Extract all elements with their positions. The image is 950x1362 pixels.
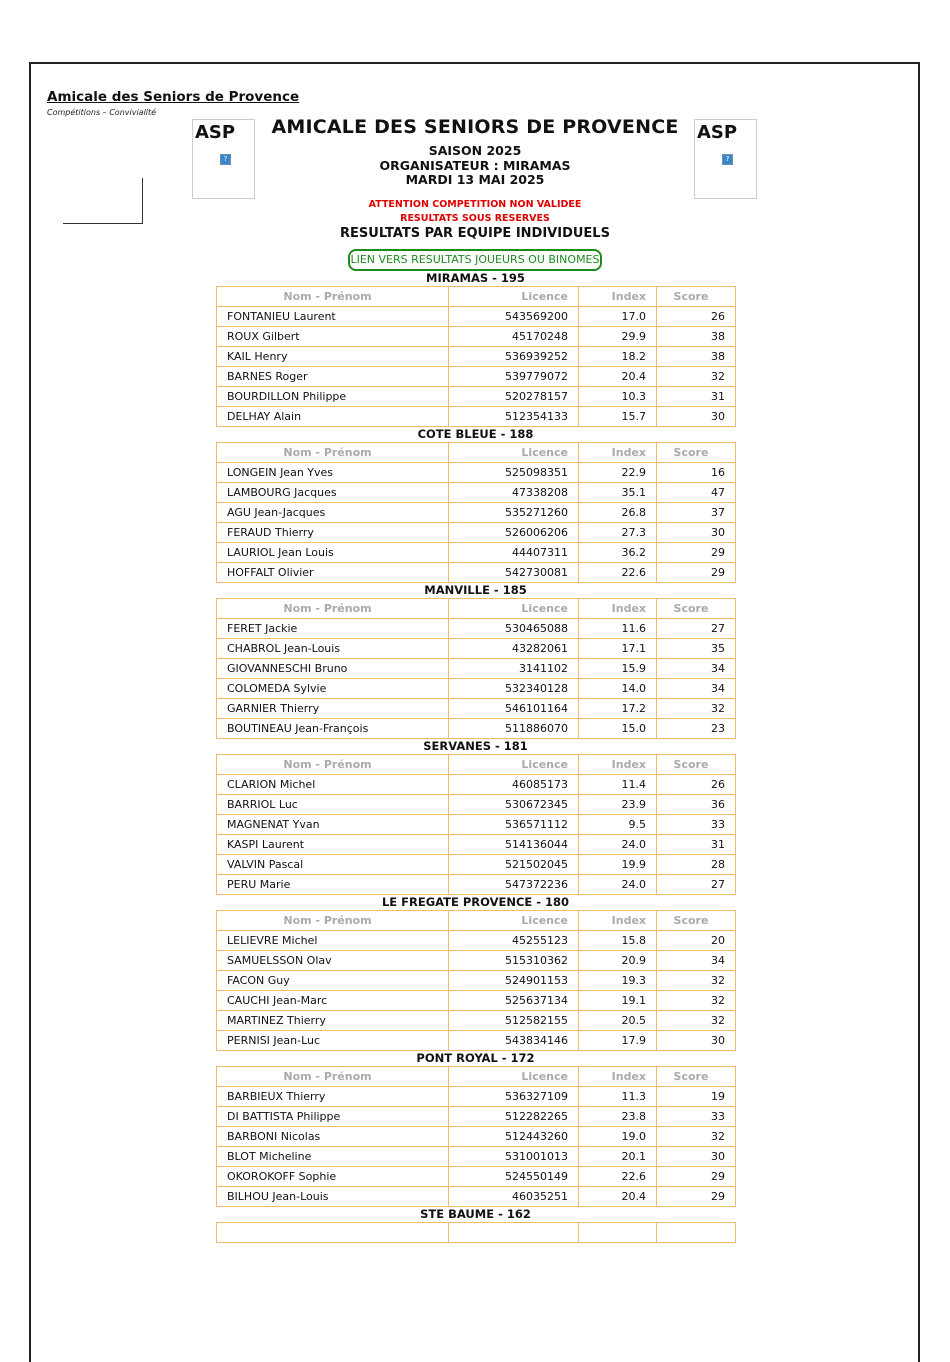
table-header-row	[217, 755, 736, 775]
site-subtitle: Compétitions – Convivialité	[47, 108, 157, 117]
player-index: 15.8	[579, 931, 657, 951]
player-licence: 539779072	[449, 367, 579, 387]
table-header-row	[217, 443, 736, 463]
player-score: 28	[657, 855, 736, 875]
team-table	[216, 1222, 736, 1243]
column-header-index: Index	[579, 599, 657, 619]
team-name: LE FREGATE PROVENCE - 180	[381, 895, 570, 909]
date-label: MARDI 13 MAI 2025	[405, 172, 545, 187]
table-row	[217, 1087, 736, 1107]
player-name: MARTINEZ Thierry	[217, 1011, 449, 1031]
player-index: 22.6	[579, 563, 657, 583]
player-licence: 543569200	[449, 307, 579, 327]
player-index: 24.0	[579, 875, 657, 895]
player-name: BARRIOL Luc	[217, 795, 449, 815]
player-name: KASPI Laurent	[217, 835, 449, 855]
player-score: 31	[657, 835, 736, 855]
player-score: 32	[657, 1011, 736, 1031]
empty-header-cell	[449, 1223, 579, 1243]
player-score: 29	[657, 563, 736, 583]
warning-reserved: RESULTATS SOUS RESERVES	[400, 213, 550, 224]
team-table	[216, 286, 736, 427]
player-score: 23	[657, 719, 736, 739]
team-name: COTE BLEUE - 188	[417, 427, 534, 441]
divider-line	[63, 223, 143, 224]
player-name: GARNIER Thierry	[217, 699, 449, 719]
player-name: LAURIOL Jean Louis	[217, 543, 449, 563]
empty-header-cell	[217, 1223, 449, 1243]
table-row	[217, 719, 736, 739]
team-table	[216, 754, 736, 895]
table-row	[217, 347, 736, 367]
player-name: BOUTINEAU Jean-François	[217, 719, 449, 739]
player-name: LELIEVRE Michel	[217, 931, 449, 951]
column-header-name: Nom - Prénom	[217, 911, 449, 931]
player-score: 26	[657, 775, 736, 795]
page-title: AMICALE DES SENIORS DE PROVENCE	[271, 116, 679, 138]
site-title-link[interactable]: Amicale des Seniors de Provence	[47, 89, 300, 105]
player-name: FONTANIEU Laurent	[217, 307, 449, 327]
event-info	[258, 144, 692, 188]
player-licence: 511886070	[449, 719, 579, 739]
player-score: 38	[657, 347, 736, 367]
team-name: MANVILLE - 185	[424, 583, 527, 597]
player-score: 27	[657, 875, 736, 895]
table-row	[217, 483, 736, 503]
player-index: 36.2	[579, 543, 657, 563]
player-index: 20.9	[579, 951, 657, 971]
player-score: 27	[657, 619, 736, 639]
player-licence: 526006206	[449, 523, 579, 543]
player-name: GIOVANNESCHI Bruno	[217, 659, 449, 679]
column-header-name: Nom - Prénom	[217, 755, 449, 775]
player-name: FACON Guy	[217, 971, 449, 991]
player-score: 29	[657, 543, 736, 563]
player-index: 15.7	[579, 407, 657, 427]
column-header-licence: Licence	[449, 911, 579, 931]
player-index: 17.2	[579, 699, 657, 719]
player-name: ROUX Gilbert	[217, 327, 449, 347]
organizer-label: ORGANISATEUR : MIRAMAS	[379, 157, 571, 173]
table-row	[217, 639, 736, 659]
player-licence: 531001013	[449, 1147, 579, 1167]
table-row	[217, 503, 736, 523]
player-score: 32	[657, 699, 736, 719]
player-name: BILHOU Jean-Louis	[217, 1187, 449, 1207]
column-header-index: Index	[579, 287, 657, 307]
team-block	[216, 427, 735, 583]
player-index: 17.0	[579, 307, 657, 327]
table-row	[217, 463, 736, 483]
player-licence: 524550149	[449, 1167, 579, 1187]
table-row	[217, 327, 736, 347]
column-header-index: Index	[579, 1067, 657, 1087]
player-name: BARNES Roger	[217, 367, 449, 387]
table-row	[217, 543, 736, 563]
table-row	[217, 1187, 736, 1207]
player-score: 30	[657, 523, 736, 543]
table-header-row	[217, 599, 736, 619]
player-name: BLOT Micheline	[217, 1147, 449, 1167]
player-index: 9.5	[579, 815, 657, 835]
column-header-score: Score	[657, 755, 736, 775]
column-header-index: Index	[579, 443, 657, 463]
broken-image-icon: ?	[220, 154, 231, 165]
table-row	[217, 407, 736, 427]
player-index: 24.0	[579, 835, 657, 855]
player-score: 38	[657, 327, 736, 347]
team-name: SERVANES - 181	[423, 739, 528, 753]
table-row	[217, 951, 736, 971]
player-score: 32	[657, 971, 736, 991]
table-row	[217, 387, 736, 407]
player-licence: 536939252	[449, 347, 579, 367]
player-score: 36	[657, 795, 736, 815]
empty-header-cell	[579, 1223, 657, 1243]
player-score: 32	[657, 1127, 736, 1147]
player-name: OKOROKOFF Sophie	[217, 1167, 449, 1187]
table-row	[217, 1127, 736, 1147]
player-name: PERNISI Jean-Luc	[217, 1031, 449, 1051]
column-header-score: Score	[657, 599, 736, 619]
broken-image-icon: ?	[722, 154, 733, 165]
table-row	[217, 971, 736, 991]
table-row	[217, 855, 736, 875]
player-licence: 43282061	[449, 639, 579, 659]
player-score: 26	[657, 307, 736, 327]
player-licence: 521502045	[449, 855, 579, 875]
player-name: VALVIN Pascal	[217, 855, 449, 875]
asp-logo-right	[694, 119, 757, 199]
divider-line	[142, 178, 143, 224]
player-licence: 543834146	[449, 1031, 579, 1051]
player-licence: 512443260	[449, 1127, 579, 1147]
player-licence: 530465088	[449, 619, 579, 639]
player-licence: 546101164	[449, 699, 579, 719]
player-index: 35.1	[579, 483, 657, 503]
player-licence: 45170248	[449, 327, 579, 347]
team-name: PONT ROYAL - 172	[416, 1051, 535, 1065]
table-row	[217, 835, 736, 855]
player-index: 26.8	[579, 503, 657, 523]
player-score: 34	[657, 679, 736, 699]
player-index: 19.3	[579, 971, 657, 991]
player-licence: 524901153	[449, 971, 579, 991]
player-name: DELHAY Alain	[217, 407, 449, 427]
player-licence: 525637134	[449, 991, 579, 1011]
team-table	[216, 598, 736, 739]
player-licence: 530672345	[449, 795, 579, 815]
player-index: 10.3	[579, 387, 657, 407]
logo-text: ASP	[195, 122, 236, 143]
player-name: SAMUELSSON Olav	[217, 951, 449, 971]
player-index: 20.4	[579, 1187, 657, 1207]
player-index: 15.9	[579, 659, 657, 679]
table-row	[217, 619, 736, 639]
team-table	[216, 1066, 736, 1207]
column-header-licence: Licence	[449, 287, 579, 307]
column-header-licence: Licence	[449, 599, 579, 619]
column-header-name: Nom - Prénom	[217, 1067, 449, 1087]
player-score: 30	[657, 407, 736, 427]
player-results-link-button[interactable]: LIEN VERS RESULTATS JOUEURS OU BINOMES	[348, 249, 602, 271]
player-index: 17.1	[579, 639, 657, 659]
team-table	[216, 910, 736, 1051]
player-index: 20.1	[579, 1147, 657, 1167]
player-licence: 44407311	[449, 543, 579, 563]
table-row	[217, 699, 736, 719]
team-block	[216, 583, 735, 739]
player-licence: 46035251	[449, 1187, 579, 1207]
player-score: 19	[657, 1087, 736, 1107]
player-licence: 515310362	[449, 951, 579, 971]
player-licence: 525098351	[449, 463, 579, 483]
player-score: 20	[657, 931, 736, 951]
player-score: 30	[657, 1031, 736, 1051]
player-index: 15.0	[579, 719, 657, 739]
column-header-score: Score	[657, 287, 736, 307]
player-licence: 520278157	[449, 387, 579, 407]
player-index: 19.0	[579, 1127, 657, 1147]
player-licence: 3141102	[449, 659, 579, 679]
player-licence: 514136044	[449, 835, 579, 855]
player-licence: 47338208	[449, 483, 579, 503]
player-name: CHABROL Jean-Louis	[217, 639, 449, 659]
player-index: 22.9	[579, 463, 657, 483]
table-row	[217, 659, 736, 679]
table-row	[217, 1167, 736, 1187]
player-name: PERU Marie	[217, 875, 449, 895]
table-row	[217, 795, 736, 815]
table-row	[217, 991, 736, 1011]
table-row	[217, 523, 736, 543]
player-index: 14.0	[579, 679, 657, 699]
table-header-row	[217, 911, 736, 931]
player-score: 37	[657, 503, 736, 523]
player-name: BARBONI Nicolas	[217, 1127, 449, 1147]
player-name: DI BATTISTA Philippe	[217, 1107, 449, 1127]
player-index: 29.9	[579, 327, 657, 347]
column-header-index: Index	[579, 755, 657, 775]
team-results	[216, 271, 735, 1243]
player-score: 47	[657, 483, 736, 503]
table-row	[217, 931, 736, 951]
player-name: KAIL Henry	[217, 347, 449, 367]
player-index: 23.8	[579, 1107, 657, 1127]
team-block	[216, 271, 735, 427]
player-score: 31	[657, 387, 736, 407]
player-name: LONGEIN Jean Yves	[217, 463, 449, 483]
table-row	[217, 815, 736, 835]
player-licence: 542730081	[449, 563, 579, 583]
player-name: FERAUD Thierry	[217, 523, 449, 543]
player-index: 18.2	[579, 347, 657, 367]
player-score: 33	[657, 815, 736, 835]
team-table	[216, 442, 736, 583]
table-row	[217, 679, 736, 699]
player-name: LAMBOURG Jacques	[217, 483, 449, 503]
player-score: 30	[657, 1147, 736, 1167]
player-licence: 46085173	[449, 775, 579, 795]
column-header-score: Score	[657, 911, 736, 931]
player-score: 33	[657, 1107, 736, 1127]
player-licence: 536571112	[449, 815, 579, 835]
team-block	[216, 739, 735, 895]
player-index: 11.3	[579, 1087, 657, 1107]
table-row	[217, 563, 736, 583]
player-index: 27.3	[579, 523, 657, 543]
column-header-name: Nom - Prénom	[217, 287, 449, 307]
player-index: 22.6	[579, 1167, 657, 1187]
table-row	[217, 1107, 736, 1127]
player-score: 34	[657, 951, 736, 971]
table-header-row	[217, 1223, 736, 1243]
column-header-licence: Licence	[449, 1067, 579, 1087]
table-header-row	[217, 287, 736, 307]
table-header-row	[217, 1067, 736, 1087]
player-name: HOFFALT Olivier	[217, 563, 449, 583]
player-licence: 45255123	[449, 931, 579, 951]
table-row	[217, 1147, 736, 1167]
player-score: 35	[657, 639, 736, 659]
player-name: COLOMEDA Sylvie	[217, 679, 449, 699]
asp-logo-left	[192, 119, 255, 199]
player-index: 20.4	[579, 367, 657, 387]
player-score: 29	[657, 1167, 736, 1187]
table-row	[217, 1031, 736, 1051]
column-header-licence: Licence	[449, 443, 579, 463]
player-name: CAUCHI Jean-Marc	[217, 991, 449, 1011]
player-licence: 512354133	[449, 407, 579, 427]
table-row	[217, 1011, 736, 1031]
player-licence: 536327109	[449, 1087, 579, 1107]
team-block	[216, 895, 735, 1051]
empty-header-cell	[657, 1223, 736, 1243]
warning-not-validated: ATTENTION COMPETITION NON VALIDEE	[368, 199, 582, 210]
table-row	[217, 875, 736, 895]
player-index: 19.1	[579, 991, 657, 1011]
table-row	[217, 367, 736, 387]
player-licence: 547372236	[449, 875, 579, 895]
table-row	[217, 307, 736, 327]
column-header-index: Index	[579, 911, 657, 931]
player-licence: 532340128	[449, 679, 579, 699]
player-index: 23.9	[579, 795, 657, 815]
player-index: 19.9	[579, 855, 657, 875]
player-name: BOURDILLON Philippe	[217, 387, 449, 407]
column-header-score: Score	[657, 1067, 736, 1087]
player-licence: 512282265	[449, 1107, 579, 1127]
player-name: CLARION Michel	[217, 775, 449, 795]
column-header-name: Nom - Prénom	[217, 599, 449, 619]
column-header-licence: Licence	[449, 755, 579, 775]
team-name: MIRAMAS - 195	[426, 271, 525, 285]
player-name: AGU Jean-Jacques	[217, 503, 449, 523]
season-label: SAISON 2025	[428, 143, 522, 158]
player-licence: 535271260	[449, 503, 579, 523]
player-score: 32	[657, 991, 736, 1011]
player-name: BARBIEUX Thierry	[217, 1087, 449, 1107]
player-name: FERET Jackie	[217, 619, 449, 639]
player-score: 16	[657, 463, 736, 483]
player-index: 17.9	[579, 1031, 657, 1051]
column-header-name: Nom - Prénom	[217, 443, 449, 463]
results-title: RESULTATS PAR EQUIPE INDIVIDUELS	[340, 226, 610, 241]
player-score: 34	[657, 659, 736, 679]
column-header-score: Score	[657, 443, 736, 463]
player-index: 11.4	[579, 775, 657, 795]
player-index: 11.6	[579, 619, 657, 639]
player-index: 20.5	[579, 1011, 657, 1031]
logo-text: ASP	[697, 122, 738, 143]
table-row	[217, 775, 736, 795]
player-score: 29	[657, 1187, 736, 1207]
team-name: STE BAUME - 162	[420, 1207, 531, 1221]
team-block	[216, 1051, 735, 1207]
player-licence: 512582155	[449, 1011, 579, 1031]
player-score: 32	[657, 367, 736, 387]
player-name: MAGNENAT Yvan	[217, 815, 449, 835]
team-block	[216, 1207, 735, 1243]
